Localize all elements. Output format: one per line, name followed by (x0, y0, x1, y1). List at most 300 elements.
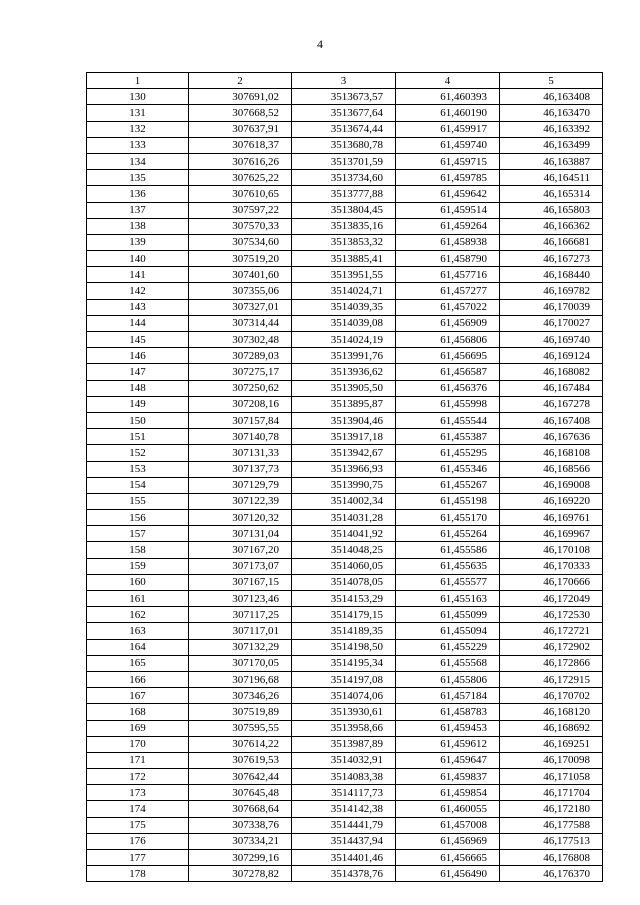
longitude-cell: 46,163499 (500, 137, 603, 153)
x-coordinate-cell: 307131,04 (189, 526, 292, 542)
x-coordinate-cell: 307338,76 (189, 817, 292, 833)
y-coordinate-cell: 3513734,60 (292, 170, 396, 186)
longitude-cell: 46,168692 (500, 720, 603, 736)
point-number-cell: 160 (87, 574, 189, 590)
x-coordinate-cell: 307346,26 (189, 688, 292, 704)
table-row (87, 380, 603, 396)
y-coordinate-cell: 3514074,06 (292, 688, 396, 704)
y-coordinate-cell: 3513991,76 (292, 348, 396, 364)
table-row (87, 299, 603, 315)
latitude-cell: 61,459837 (396, 769, 500, 785)
x-coordinate-cell: 307132,29 (189, 639, 292, 655)
latitude-cell: 61,455099 (396, 607, 500, 623)
x-coordinate-cell: 307122,39 (189, 493, 292, 509)
x-coordinate-cell: 307250,62 (189, 380, 292, 396)
longitude-cell: 46,170027 (500, 315, 603, 331)
longitude-cell: 46,172866 (500, 655, 603, 671)
point-number-cell: 138 (87, 218, 189, 234)
y-coordinate-cell: 3513804,45 (292, 202, 396, 218)
longitude-cell: 46,165803 (500, 202, 603, 218)
y-coordinate-cell: 3514437,94 (292, 833, 396, 849)
table-row (87, 105, 603, 121)
point-number-cell: 158 (87, 542, 189, 558)
table-row (87, 396, 603, 412)
table-row (87, 850, 603, 866)
y-coordinate-cell: 3513917,18 (292, 429, 396, 445)
point-number-cell: 133 (87, 137, 189, 153)
longitude-cell: 46,172049 (500, 591, 603, 607)
y-coordinate-cell: 3514078,05 (292, 574, 396, 590)
latitude-cell: 61,458783 (396, 704, 500, 720)
table-row (87, 720, 603, 736)
y-coordinate-cell: 3514441,79 (292, 817, 396, 833)
y-coordinate-cell: 3513895,87 (292, 396, 396, 412)
y-coordinate-cell: 3513904,46 (292, 412, 396, 428)
table-row (87, 121, 603, 137)
longitude-cell: 46,166362 (500, 218, 603, 234)
y-coordinate-cell: 3514153,29 (292, 591, 396, 607)
table-row (87, 283, 603, 299)
latitude-cell: 61,455806 (396, 671, 500, 687)
table-row (87, 623, 603, 639)
latitude-cell: 61,455568 (396, 655, 500, 671)
table-row (87, 251, 603, 267)
y-coordinate-cell: 3513936,62 (292, 364, 396, 380)
point-number-cell: 155 (87, 493, 189, 509)
latitude-cell: 61,455163 (396, 591, 500, 607)
column-header-4: 4 (396, 73, 500, 89)
table-row (87, 461, 603, 477)
x-coordinate-cell: 307668,52 (189, 105, 292, 121)
x-coordinate-cell: 307519,20 (189, 251, 292, 267)
x-coordinate-cell: 307614,22 (189, 736, 292, 752)
point-number-cell: 135 (87, 170, 189, 186)
coordinates-table (86, 72, 603, 882)
longitude-cell: 46,163887 (500, 153, 603, 169)
latitude-cell: 61,460393 (396, 89, 500, 105)
longitude-cell: 46,172721 (500, 623, 603, 639)
table-row (87, 510, 603, 526)
longitude-cell: 46,177513 (500, 833, 603, 849)
x-coordinate-cell: 307275,17 (189, 364, 292, 380)
x-coordinate-cell: 307137,73 (189, 461, 292, 477)
latitude-cell: 61,455170 (396, 510, 500, 526)
point-number-cell: 164 (87, 639, 189, 655)
latitude-cell: 61,456909 (396, 315, 500, 331)
latitude-cell: 61,459917 (396, 121, 500, 137)
latitude-cell: 61,455387 (396, 429, 500, 445)
latitude-cell: 61,457716 (396, 267, 500, 283)
y-coordinate-cell: 3514024,19 (292, 332, 396, 348)
y-coordinate-cell: 3514117,73 (292, 785, 396, 801)
x-coordinate-cell: 307196,68 (189, 671, 292, 687)
longitude-cell: 46,172180 (500, 801, 603, 817)
latitude-cell: 61,457008 (396, 817, 500, 833)
latitude-cell: 61,455577 (396, 574, 500, 590)
point-number-cell: 146 (87, 348, 189, 364)
y-coordinate-cell: 3513966,93 (292, 461, 396, 477)
latitude-cell: 61,456665 (396, 850, 500, 866)
latitude-cell: 61,455267 (396, 477, 500, 493)
x-coordinate-cell: 307129,79 (189, 477, 292, 493)
point-number-cell: 156 (87, 510, 189, 526)
x-coordinate-cell: 307637,91 (189, 121, 292, 137)
latitude-cell: 61,459740 (396, 137, 500, 153)
table-row (87, 364, 603, 380)
table-row (87, 785, 603, 801)
latitude-cell: 61,459785 (396, 170, 500, 186)
longitude-cell: 46,168108 (500, 445, 603, 461)
y-coordinate-cell: 3514083,38 (292, 769, 396, 785)
x-coordinate-cell: 307173,07 (189, 558, 292, 574)
latitude-cell: 61,457277 (396, 283, 500, 299)
latitude-cell: 61,456376 (396, 380, 500, 396)
point-number-cell: 172 (87, 769, 189, 785)
table-body (87, 89, 603, 882)
longitude-cell: 46,169761 (500, 510, 603, 526)
longitude-cell: 46,170108 (500, 542, 603, 558)
point-number-cell: 141 (87, 267, 189, 283)
table-row (87, 429, 603, 445)
table-row (87, 153, 603, 169)
x-coordinate-cell: 307534,60 (189, 234, 292, 250)
x-coordinate-cell: 307355,06 (189, 283, 292, 299)
column-header-2: 2 (189, 73, 292, 89)
latitude-cell: 61,459715 (396, 153, 500, 169)
x-coordinate-cell: 307314,44 (189, 315, 292, 331)
longitude-cell: 46,167636 (500, 429, 603, 445)
longitude-cell: 46,167273 (500, 251, 603, 267)
point-number-cell: 148 (87, 380, 189, 396)
point-number-cell: 167 (87, 688, 189, 704)
page-number: 4 (317, 37, 323, 51)
x-coordinate-cell: 307618,37 (189, 137, 292, 153)
table-row (87, 412, 603, 428)
y-coordinate-cell: 3513905,50 (292, 380, 396, 396)
longitude-cell: 46,167278 (500, 396, 603, 412)
longitude-cell: 46,171058 (500, 769, 603, 785)
y-coordinate-cell: 3514031,28 (292, 510, 396, 526)
table-row (87, 234, 603, 250)
point-number-cell: 169 (87, 720, 189, 736)
longitude-cell: 46,163408 (500, 89, 603, 105)
longitude-cell: 46,167484 (500, 380, 603, 396)
table-row (87, 607, 603, 623)
longitude-cell: 46,170666 (500, 574, 603, 590)
longitude-cell: 46,163392 (500, 121, 603, 137)
latitude-cell: 61,459514 (396, 202, 500, 218)
table-row (87, 267, 603, 283)
y-coordinate-cell: 3513701,59 (292, 153, 396, 169)
latitude-cell: 61,455264 (396, 526, 500, 542)
latitude-cell: 61,459453 (396, 720, 500, 736)
point-number-cell: 168 (87, 704, 189, 720)
table-header (87, 73, 603, 89)
x-coordinate-cell: 307140,78 (189, 429, 292, 445)
longitude-cell: 46,172915 (500, 671, 603, 687)
x-coordinate-cell: 307167,20 (189, 542, 292, 558)
x-coordinate-cell: 307619,53 (189, 752, 292, 768)
y-coordinate-cell: 3514195,34 (292, 655, 396, 671)
y-coordinate-cell: 3513990,75 (292, 477, 396, 493)
point-number-cell: 131 (87, 105, 189, 121)
table-row (87, 866, 603, 882)
latitude-cell: 61,460055 (396, 801, 500, 817)
y-coordinate-cell: 3513942,67 (292, 445, 396, 461)
latitude-cell: 61,459264 (396, 218, 500, 234)
table-row (87, 170, 603, 186)
table-row (87, 801, 603, 817)
header-row (87, 73, 603, 89)
longitude-cell: 46,169251 (500, 736, 603, 752)
table-row (87, 493, 603, 509)
longitude-cell: 46,168082 (500, 364, 603, 380)
longitude-cell: 46,168440 (500, 267, 603, 283)
latitude-cell: 61,455295 (396, 445, 500, 461)
y-coordinate-cell: 3514142,38 (292, 801, 396, 817)
point-number-cell: 152 (87, 445, 189, 461)
point-number-cell: 132 (87, 121, 189, 137)
point-number-cell: 171 (87, 752, 189, 768)
y-coordinate-cell: 3514032,91 (292, 752, 396, 768)
latitude-cell: 61,455586 (396, 542, 500, 558)
table-row (87, 558, 603, 574)
table-row (87, 218, 603, 234)
column-header-3: 3 (292, 73, 396, 89)
latitude-cell: 61,455346 (396, 461, 500, 477)
point-number-cell: 153 (87, 461, 189, 477)
latitude-cell: 61,458938 (396, 234, 500, 250)
y-coordinate-cell: 3514179,15 (292, 607, 396, 623)
longitude-cell: 46,167408 (500, 412, 603, 428)
y-coordinate-cell: 3514401,46 (292, 850, 396, 866)
y-coordinate-cell: 3513680,78 (292, 137, 396, 153)
y-coordinate-cell: 3513951,55 (292, 267, 396, 283)
latitude-cell: 61,455635 (396, 558, 500, 574)
y-coordinate-cell: 3514041,92 (292, 526, 396, 542)
longitude-cell: 46,165314 (500, 186, 603, 202)
longitude-cell: 46,177588 (500, 817, 603, 833)
x-coordinate-cell: 307131,33 (189, 445, 292, 461)
y-coordinate-cell: 3514197,08 (292, 671, 396, 687)
longitude-cell: 46,168566 (500, 461, 603, 477)
latitude-cell: 61,459647 (396, 752, 500, 768)
table-row (87, 445, 603, 461)
y-coordinate-cell: 3514024,71 (292, 283, 396, 299)
y-coordinate-cell: 3513853,32 (292, 234, 396, 250)
longitude-cell: 46,170702 (500, 688, 603, 704)
table-row (87, 688, 603, 704)
x-coordinate-cell: 307597,22 (189, 202, 292, 218)
longitude-cell: 46,169220 (500, 493, 603, 509)
x-coordinate-cell: 307616,26 (189, 153, 292, 169)
point-number-cell: 165 (87, 655, 189, 671)
x-coordinate-cell: 307691,02 (189, 89, 292, 105)
latitude-cell: 61,455998 (396, 396, 500, 412)
point-number-cell: 137 (87, 202, 189, 218)
longitude-cell: 46,176808 (500, 850, 603, 866)
table-row (87, 477, 603, 493)
x-coordinate-cell: 307117,01 (189, 623, 292, 639)
latitude-cell: 61,455229 (396, 639, 500, 655)
x-coordinate-cell: 307167,15 (189, 574, 292, 590)
y-coordinate-cell: 3513677,64 (292, 105, 396, 121)
latitude-cell: 61,455544 (396, 412, 500, 428)
x-coordinate-cell: 307610,65 (189, 186, 292, 202)
latitude-cell: 61,456587 (396, 364, 500, 380)
table-row (87, 671, 603, 687)
y-coordinate-cell: 3514198,50 (292, 639, 396, 655)
point-number-cell: 173 (87, 785, 189, 801)
table-row (87, 591, 603, 607)
latitude-cell: 61,456806 (396, 332, 500, 348)
y-coordinate-cell: 3513885,41 (292, 251, 396, 267)
point-number-cell: 134 (87, 153, 189, 169)
y-coordinate-cell: 3513835,16 (292, 218, 396, 234)
point-number-cell: 142 (87, 283, 189, 299)
point-number-cell: 143 (87, 299, 189, 315)
table-row (87, 639, 603, 655)
point-number-cell: 157 (87, 526, 189, 542)
table-row (87, 186, 603, 202)
y-coordinate-cell: 3513930,61 (292, 704, 396, 720)
table-row (87, 202, 603, 218)
x-coordinate-cell: 307289,03 (189, 348, 292, 364)
longitude-cell: 46,170333 (500, 558, 603, 574)
x-coordinate-cell: 307327,01 (189, 299, 292, 315)
longitude-cell: 46,172902 (500, 639, 603, 655)
x-coordinate-cell: 307117,25 (189, 607, 292, 623)
latitude-cell: 61,456969 (396, 833, 500, 849)
point-number-cell: 174 (87, 801, 189, 817)
latitude-cell: 61,459642 (396, 186, 500, 202)
point-number-cell: 130 (87, 89, 189, 105)
table-row (87, 137, 603, 153)
column-header-1: 1 (87, 73, 189, 89)
x-coordinate-cell: 307625,22 (189, 170, 292, 186)
x-coordinate-cell: 307645,48 (189, 785, 292, 801)
x-coordinate-cell: 307123,46 (189, 591, 292, 607)
table-row (87, 332, 603, 348)
table-row (87, 752, 603, 768)
point-number-cell: 136 (87, 186, 189, 202)
longitude-cell: 46,170039 (500, 299, 603, 315)
x-coordinate-cell: 307595,55 (189, 720, 292, 736)
table-row (87, 348, 603, 364)
table-row (87, 89, 603, 105)
point-number-cell: 163 (87, 623, 189, 639)
x-coordinate-cell: 307120,32 (189, 510, 292, 526)
y-coordinate-cell: 3514060,05 (292, 558, 396, 574)
table-row (87, 769, 603, 785)
point-number-cell: 178 (87, 866, 189, 882)
table-row (87, 736, 603, 752)
table-row (87, 315, 603, 331)
table-row (87, 817, 603, 833)
longitude-cell: 46,163470 (500, 105, 603, 121)
column-header-5: 5 (500, 73, 603, 89)
latitude-cell: 61,455094 (396, 623, 500, 639)
x-coordinate-cell: 307302,48 (189, 332, 292, 348)
y-coordinate-cell: 3514378,76 (292, 866, 396, 882)
x-coordinate-cell: 307334,21 (189, 833, 292, 849)
table-row (87, 526, 603, 542)
point-number-cell: 145 (87, 332, 189, 348)
latitude-cell: 61,460190 (396, 105, 500, 121)
point-number-cell: 162 (87, 607, 189, 623)
y-coordinate-cell: 3514189,35 (292, 623, 396, 639)
longitude-cell: 46,169967 (500, 526, 603, 542)
longitude-cell: 46,176370 (500, 866, 603, 882)
point-number-cell: 177 (87, 850, 189, 866)
latitude-cell: 61,457184 (396, 688, 500, 704)
point-number-cell: 140 (87, 251, 189, 267)
point-number-cell: 176 (87, 833, 189, 849)
y-coordinate-cell: 3513987,89 (292, 736, 396, 752)
point-number-cell: 161 (87, 591, 189, 607)
point-number-cell: 139 (87, 234, 189, 250)
longitude-cell: 46,164511 (500, 170, 603, 186)
latitude-cell: 61,457022 (396, 299, 500, 315)
point-number-cell: 147 (87, 364, 189, 380)
x-coordinate-cell: 307519,89 (189, 704, 292, 720)
y-coordinate-cell: 3513958,66 (292, 720, 396, 736)
x-coordinate-cell: 307170,05 (189, 655, 292, 671)
longitude-cell: 46,171704 (500, 785, 603, 801)
y-coordinate-cell: 3514039,08 (292, 315, 396, 331)
y-coordinate-cell: 3514048,25 (292, 542, 396, 558)
longitude-cell: 46,169008 (500, 477, 603, 493)
table-row (87, 704, 603, 720)
table-row (87, 542, 603, 558)
y-coordinate-cell: 3514002,34 (292, 493, 396, 509)
latitude-cell: 61,455198 (396, 493, 500, 509)
point-number-cell: 150 (87, 412, 189, 428)
point-number-cell: 159 (87, 558, 189, 574)
latitude-cell: 61,459854 (396, 785, 500, 801)
latitude-cell: 61,459612 (396, 736, 500, 752)
longitude-cell: 46,172530 (500, 607, 603, 623)
longitude-cell: 46,169782 (500, 283, 603, 299)
y-coordinate-cell: 3514039,35 (292, 299, 396, 315)
table-row (87, 655, 603, 671)
x-coordinate-cell: 307401,60 (189, 267, 292, 283)
point-number-cell: 151 (87, 429, 189, 445)
x-coordinate-cell: 307668,64 (189, 801, 292, 817)
table-row (87, 833, 603, 849)
longitude-cell: 46,168120 (500, 704, 603, 720)
x-coordinate-cell: 307642,44 (189, 769, 292, 785)
point-number-cell: 144 (87, 315, 189, 331)
point-number-cell: 170 (87, 736, 189, 752)
latitude-cell: 61,456490 (396, 866, 500, 882)
longitude-cell: 46,166681 (500, 234, 603, 250)
y-coordinate-cell: 3513777,88 (292, 186, 396, 202)
latitude-cell: 61,458790 (396, 251, 500, 267)
x-coordinate-cell: 307278,82 (189, 866, 292, 882)
point-number-cell: 154 (87, 477, 189, 493)
y-coordinate-cell: 3513673,57 (292, 89, 396, 105)
table-row (87, 574, 603, 590)
x-coordinate-cell: 307157,84 (189, 412, 292, 428)
latitude-cell: 61,456695 (396, 348, 500, 364)
x-coordinate-cell: 307208,16 (189, 396, 292, 412)
x-coordinate-cell: 307299,16 (189, 850, 292, 866)
longitude-cell: 46,170098 (500, 752, 603, 768)
point-number-cell: 149 (87, 396, 189, 412)
y-coordinate-cell: 3513674,44 (292, 121, 396, 137)
x-coordinate-cell: 307570,33 (189, 218, 292, 234)
